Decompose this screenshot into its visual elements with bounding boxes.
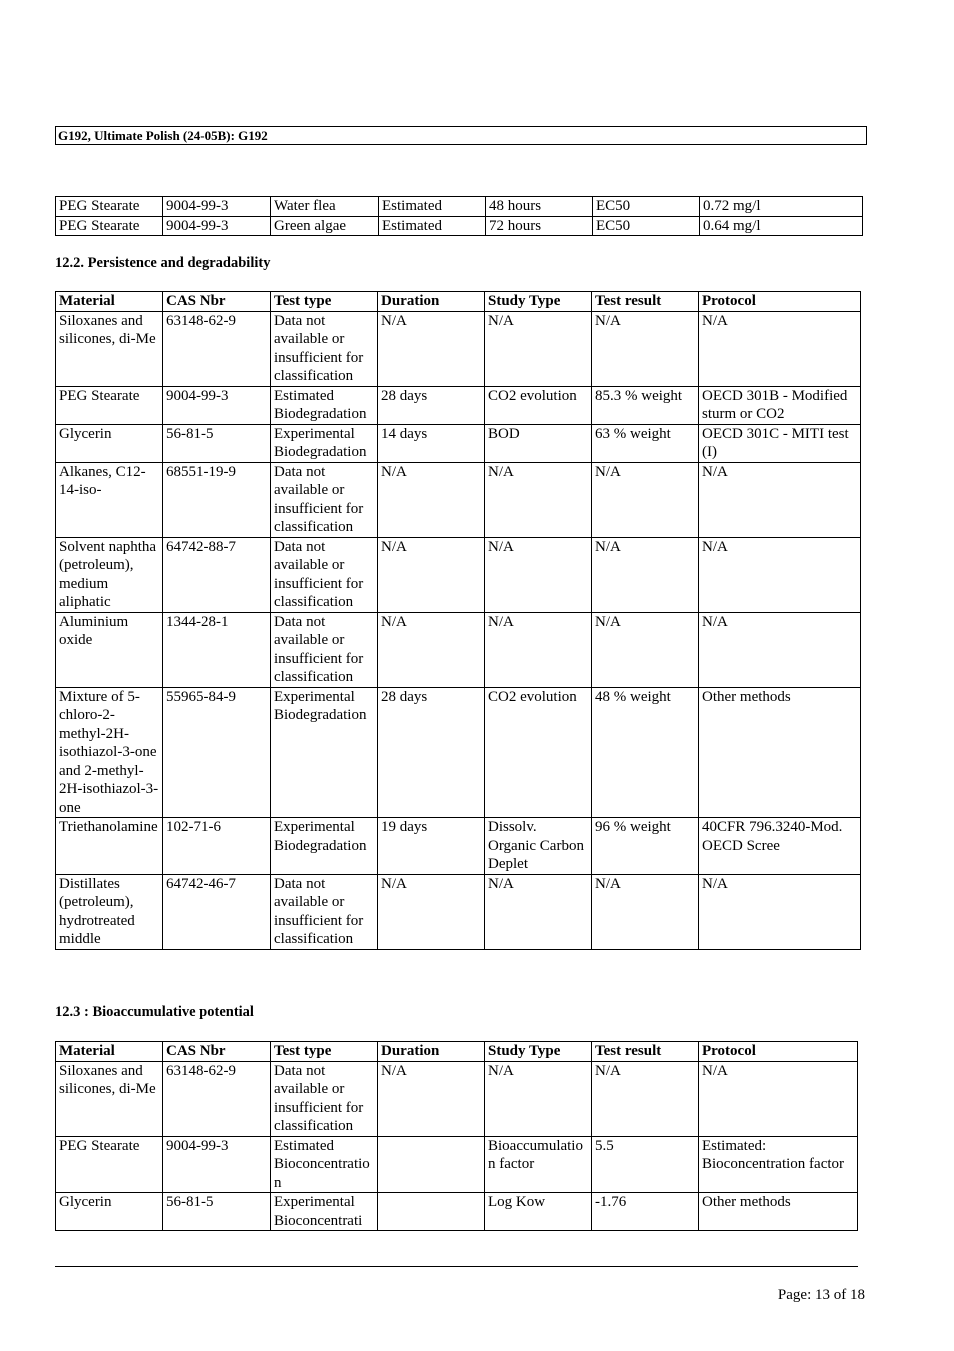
table-row <box>56 687 861 818</box>
table-cell: Triethanolamine <box>56 818 163 875</box>
table-cell: N/A <box>378 874 485 949</box>
table-cell: Experimental Biodegradation <box>271 424 378 462</box>
table-cell: PEG Stearate <box>56 216 163 236</box>
table-cell: N/A <box>592 874 699 949</box>
column-header: Study Type <box>485 1042 592 1062</box>
document-header: G192, Ultimate Polish (24-05B): G192 <box>55 126 867 145</box>
table-cell: 63 % weight <box>592 424 699 462</box>
table-cell: N/A <box>378 537 485 612</box>
table-cell: 63148-62-9 <box>163 311 271 386</box>
table-cell: Alkanes, C12-14-iso- <box>56 462 163 537</box>
column-header: Duration <box>378 292 485 312</box>
persistence-table <box>55 291 861 950</box>
table-cell: 68551-19-9 <box>163 462 271 537</box>
table-cell: N/A <box>699 537 861 612</box>
table-cell: Data not available or insufficient for classification <box>271 462 378 537</box>
table-cell: 56-81-5 <box>163 424 271 462</box>
table-cell: Estimated <box>379 197 486 217</box>
table-cell: 40CFR 796.3240-Mod. OECD Scree <box>699 818 861 875</box>
table-cell: N/A <box>485 311 592 386</box>
table-cell: N/A <box>485 874 592 949</box>
table-row <box>56 1061 858 1136</box>
table-row <box>56 462 861 537</box>
table-cell: Aluminium oxide <box>56 612 163 687</box>
table-cell: N/A <box>378 311 485 386</box>
table-cell: Estimated: Bioconcentration factor <box>699 1136 858 1193</box>
table-cell: 64742-88-7 <box>163 537 271 612</box>
persistence-heading: 12.2. Persistence and degradability <box>55 255 271 271</box>
table-cell: Other methods <box>699 687 861 818</box>
table-cell: 0.64 mg/l <box>700 216 863 236</box>
table-cell: Green algae <box>271 216 379 236</box>
table-cell: N/A <box>699 462 861 537</box>
table-cell: Experimental Bioconcentrati <box>271 1193 378 1231</box>
table-cell: 9004-99-3 <box>163 1136 271 1193</box>
table-row <box>56 537 861 612</box>
table-header-row <box>56 1042 858 1062</box>
table-cell: N/A <box>378 1061 485 1136</box>
table-cell: Dissolv. Organic Carbon Deplet <box>485 818 592 875</box>
table-cell: N/A <box>699 311 861 386</box>
table-cell: Data not available or insufficient for classification <box>271 537 378 612</box>
page-number: Page: 13 of 18 <box>777 1287 865 1303</box>
table-cell: N/A <box>592 612 699 687</box>
table-row <box>56 1136 858 1193</box>
table-cell: N/A <box>485 537 592 612</box>
table-row <box>56 197 863 217</box>
column-header: Study Type <box>485 292 592 312</box>
table-row <box>56 216 863 236</box>
table-row <box>56 1193 858 1231</box>
table-cell: CO2 evolution <box>485 687 592 818</box>
table-cell: 55965-84-9 <box>163 687 271 818</box>
table-cell: Estimated Bioconcentration <box>271 1136 378 1193</box>
table-cell: 9004-99-3 <box>163 197 271 217</box>
table-cell: 28 days <box>378 687 485 818</box>
table-cell: 72 hours <box>486 216 593 236</box>
table-cell: N/A <box>699 874 861 949</box>
table-cell: 14 days <box>378 424 485 462</box>
table-cell: 85.3 % weight <box>592 386 699 424</box>
table-cell: 48 hours <box>486 197 593 217</box>
table-cell: 1344-28-1 <box>163 612 271 687</box>
table-cell: N/A <box>699 612 861 687</box>
table-cell: N/A <box>378 612 485 687</box>
table-cell: 48 % weight <box>592 687 699 818</box>
column-header: CAS Nbr <box>163 292 271 312</box>
table-cell: Data not available or insufficient for classification <box>271 874 378 949</box>
table-row <box>56 818 861 875</box>
bioaccumulative-heading: 12.3 : Bioaccumulative potential <box>55 1004 254 1020</box>
table-cell: 0.72 mg/l <box>700 197 863 217</box>
table-cell: 19 days <box>378 818 485 875</box>
table-cell: 5.5 <box>592 1136 699 1193</box>
table-cell: Siloxanes and silicones, di-Me <box>56 311 163 386</box>
table-cell: EC50 <box>593 197 700 217</box>
table-cell: N/A <box>378 462 485 537</box>
table-cell: Log Kow <box>485 1193 592 1231</box>
column-header: Material <box>56 1042 163 1062</box>
table-cell: 64742-46-7 <box>163 874 271 949</box>
footer-divider <box>55 1266 858 1267</box>
table-cell: Estimated <box>379 216 486 236</box>
table-cell: BOD <box>485 424 592 462</box>
table-cell: 28 days <box>378 386 485 424</box>
table-cell: N/A <box>485 612 592 687</box>
table-cell: PEG Stearate <box>56 197 163 217</box>
table-row <box>56 424 861 462</box>
column-header: Material <box>56 292 163 312</box>
table-cell: 102-71-6 <box>163 818 271 875</box>
table-cell: EC50 <box>593 216 700 236</box>
ecotoxicity-table-continued <box>55 196 863 236</box>
table-cell: Other methods <box>699 1193 858 1231</box>
table-cell: Experimental Biodegradation <box>271 687 378 818</box>
table-cell: Mixture of 5-chloro-2-methyl-2H-isothiazol-3-one and 2-methyl-2H-isothiazol-3-one <box>56 687 163 818</box>
table-cell: 96 % weight <box>592 818 699 875</box>
table-cell: Data not available or insufficient for classification <box>271 311 378 386</box>
column-header: CAS Nbr <box>163 1042 271 1062</box>
table-cell: Siloxanes and silicones, di-Me <box>56 1061 163 1136</box>
table-cell: OECD 301B - Modified sturm or CO2 <box>699 386 861 424</box>
table-cell <box>378 1136 485 1193</box>
column-header: Duration <box>378 1042 485 1062</box>
table-cell: Solvent naphtha (petroleum), medium aliphatic <box>56 537 163 612</box>
column-header: Test type <box>271 1042 378 1062</box>
table-cell: Experimental Biodegradation <box>271 818 378 875</box>
column-header: Test result <box>592 292 699 312</box>
table-cell: CO2 evolution <box>485 386 592 424</box>
table-cell: N/A <box>699 1061 858 1136</box>
table-cell: 56-81-5 <box>163 1193 271 1231</box>
bioaccumulative-table <box>55 1041 858 1231</box>
table-cell: -1.76 <box>592 1193 699 1231</box>
table-cell: Data not available or insufficient for classification <box>271 612 378 687</box>
column-header: Protocol <box>699 1042 858 1062</box>
table-cell: 9004-99-3 <box>163 386 271 424</box>
table-cell: PEG Stearate <box>56 386 163 424</box>
table-cell: Glycerin <box>56 1193 163 1231</box>
column-header: Test result <box>592 1042 699 1062</box>
table-cell: N/A <box>485 462 592 537</box>
table-cell: 63148-62-9 <box>163 1061 271 1136</box>
column-header: Test type <box>271 292 378 312</box>
table-row <box>56 386 861 424</box>
table-cell: Estimated Biodegradation <box>271 386 378 424</box>
table-cell <box>378 1193 485 1231</box>
column-header: Protocol <box>699 292 861 312</box>
table-cell: OECD 301C - MITI test (I) <box>699 424 861 462</box>
table-cell: N/A <box>485 1061 592 1136</box>
table-cell: PEG Stearate <box>56 1136 163 1193</box>
table-cell: N/A <box>592 462 699 537</box>
table-row <box>56 612 861 687</box>
table-cell: 9004-99-3 <box>163 216 271 236</box>
table-row <box>56 311 861 386</box>
table-cell: Water flea <box>271 197 379 217</box>
table-cell: N/A <box>592 1061 699 1136</box>
table-cell: Bioaccumulation factor <box>485 1136 592 1193</box>
table-cell: Distillates (petroleum), hydrotreated middle <box>56 874 163 949</box>
table-cell: N/A <box>592 537 699 612</box>
table-cell: N/A <box>592 311 699 386</box>
table-row <box>56 874 861 949</box>
table-cell: Data not available or insufficient for classification <box>271 1061 378 1136</box>
table-cell: Glycerin <box>56 424 163 462</box>
table-header-row <box>56 292 861 312</box>
